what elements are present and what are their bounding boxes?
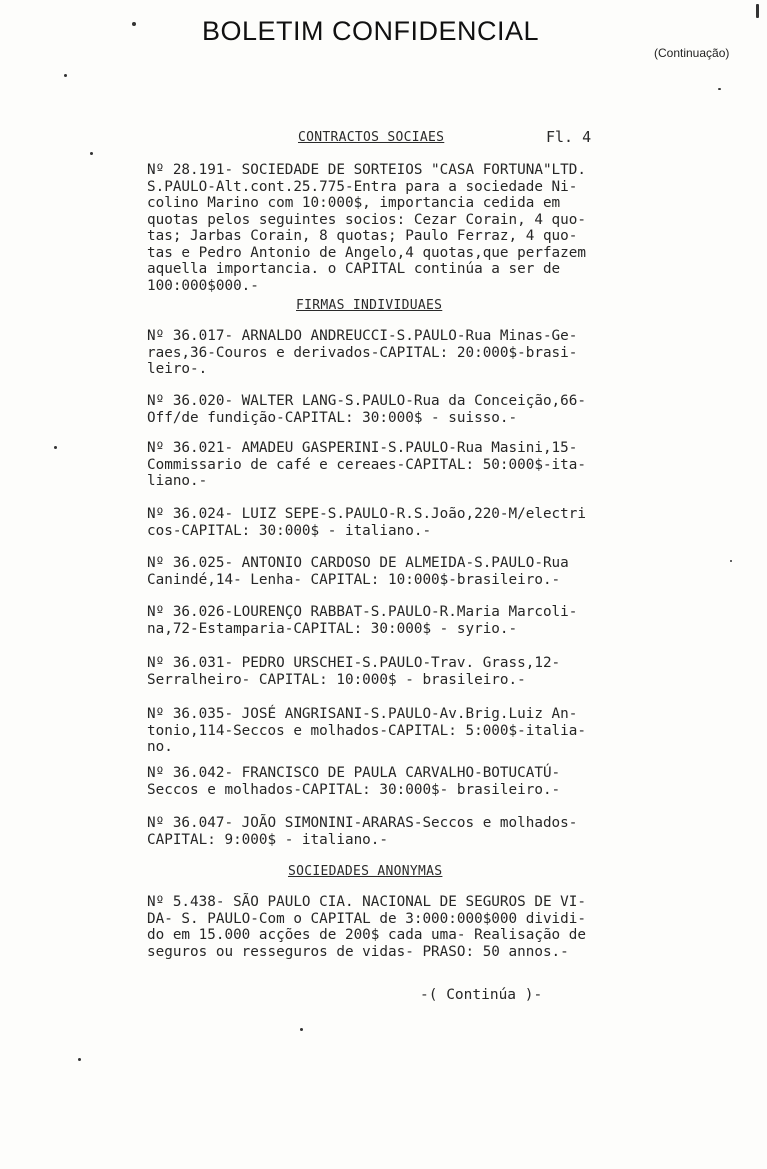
entry-line: Nº 5.438- SÃO PAULO CIA. NACIONAL DE SEGUROS DE VI-: [147, 894, 586, 910]
list-item: [147, 604, 647, 637]
continua-footer: -( Continúa )-: [420, 987, 543, 1003]
entry-line: Nº 36.024- LUIZ SEPE-S.PAULO-R.S.João,220-M/electri: [147, 506, 586, 522]
entry-line: Serralheiro- CAPITAL: 10:000$ - brasileiro.-: [147, 671, 526, 688]
scan-speck: [718, 88, 721, 90]
list-item: [147, 765, 647, 798]
entry-line: DA- S. PAULO-Com o CAPITAL de 3:000:000$000 dividi-: [147, 910, 586, 927]
scan-speck: [64, 74, 67, 77]
list-item: [147, 815, 647, 848]
entry-line: leiro-.: [147, 361, 208, 377]
section-heading-anonymas: SOCIEDADES ANONYMAS: [288, 864, 443, 879]
section-heading-firmas: FIRMAS INDIVIDUAES: [296, 298, 443, 313]
folio-number: Fl. 4: [546, 128, 592, 146]
entry-line: Nº 36.035- JOSÉ ANGRISANI-S.PAULO-Av.Brig.Luiz An-: [147, 706, 578, 722]
entry-line: Canindé,14- Lenha- CAPITAL: 10:000$-brasileiro.-: [147, 571, 561, 588]
entry-line: cos-CAPITAL: 30:000$ - italiano.-: [147, 522, 432, 539]
entry-line: tonio,114-Seccos e molhados-CAPITAL: 5:000$-italia-: [147, 722, 586, 739]
entry-line: Nº 28.191- SOCIEDADE DE SORTEIOS "CASA FORTUNA"LTD.: [147, 162, 586, 178]
list-item: [147, 162, 647, 294]
entry-line: do em 15.000 acções de 200$ cada uma- Realisação de: [147, 927, 586, 943]
entry-line: Off/de fundição-CAPITAL: 30:000$ - suisso.-: [147, 409, 518, 426]
entry-line: tas; Jarbas Corain, 8 quotas; Paulo Ferraz, 4 quo-: [147, 228, 578, 244]
entry-line: no.: [147, 739, 173, 755]
continuation-label: (Continuação): [654, 46, 730, 60]
scan-speck: [90, 152, 93, 155]
page-header-title: BOLETIM CONFIDENCIAL: [202, 16, 540, 46]
entry-line: aquella importancia. o CAPITAL continúa a ser de: [147, 261, 561, 277]
entry-line: Nº 36.017- ARNALDO ANDREUCCI-S.PAULO-Rua Minas-Ge-: [147, 328, 578, 344]
entry-line: seguros ou resseguros de vidas- PRASO: 50 annos.-: [147, 943, 569, 960]
entry-line: CAPITAL: 9:000$ - italiano.-: [147, 831, 389, 848]
section-heading-contractos: CONTRACTOS SOCIAES: [298, 130, 445, 145]
list-item: [147, 506, 647, 539]
scan-speck: [54, 446, 57, 449]
list-item: [147, 555, 647, 588]
entry-line: Commissario de café e cereaes-CAPITAL: 50:000$-ita-: [147, 456, 586, 473]
entry-line: Seccos e molhados-CAPITAL: 30:000$- brasileiro.-: [147, 781, 561, 798]
scan-speck: [730, 560, 732, 562]
entry-line: liano.-: [147, 473, 208, 489]
entry-line: colino Marino com 10:000$, importancia cedida em: [147, 195, 561, 211]
entry-line: na,72-Estamparia-CAPITAL: 30:000$ - syrio.-: [147, 620, 518, 637]
scan-speck: [132, 22, 136, 26]
scan-speck: [756, 4, 759, 18]
scan-speck: [78, 1058, 81, 1061]
list-item: [147, 706, 647, 756]
list-item: [147, 328, 647, 378]
entry-line: quotas pelos seguintes socios: Cezar Corain, 4 quo-: [147, 211, 586, 228]
entry-line: Nº 36.047- JOÃO SIMONINI-ARARAS-Seccos e molhados-: [147, 815, 578, 831]
list-item: [147, 393, 647, 426]
entry-line: Nº 36.020- WALTER LANG-S.PAULO-Rua da Conceição,66-: [147, 393, 586, 409]
list-item: [147, 440, 647, 490]
list-item: [147, 894, 647, 960]
entry-line: S.PAULO-Alt.cont.25.775-Entra para a sociedade Ni-: [147, 178, 578, 195]
entry-line: tas e Pedro Antonio de Angelo,4 quotas,que perfazem: [147, 244, 586, 261]
entry-line: Nº 36.042- FRANCISCO DE PAULA CARVALHO-BOTUCATÚ-: [147, 765, 561, 781]
entry-line: Nº 36.031- PEDRO URSCHEI-S.PAULO-Trav. Grass,12-: [147, 655, 561, 671]
entry-line: Nº 36.021- AMADEU GASPERINI-S.PAULO-Rua Masini,15-: [147, 440, 578, 456]
list-item: [147, 655, 647, 688]
entry-line: 100:000$000.-: [147, 277, 259, 294]
entry-line: Nº 36.026-LOURENÇO RABBAT-S.PAULO-R.Maria Marcoli-: [147, 604, 578, 620]
scan-speck: [300, 1028, 303, 1031]
entry-line: Nº 36.025- ANTONIO CARDOSO DE ALMEIDA-S.PAULO-Rua: [147, 555, 569, 571]
entry-line: raes,36-Couros e derivados-CAPITAL: 20:000$-brasi-: [147, 344, 578, 361]
